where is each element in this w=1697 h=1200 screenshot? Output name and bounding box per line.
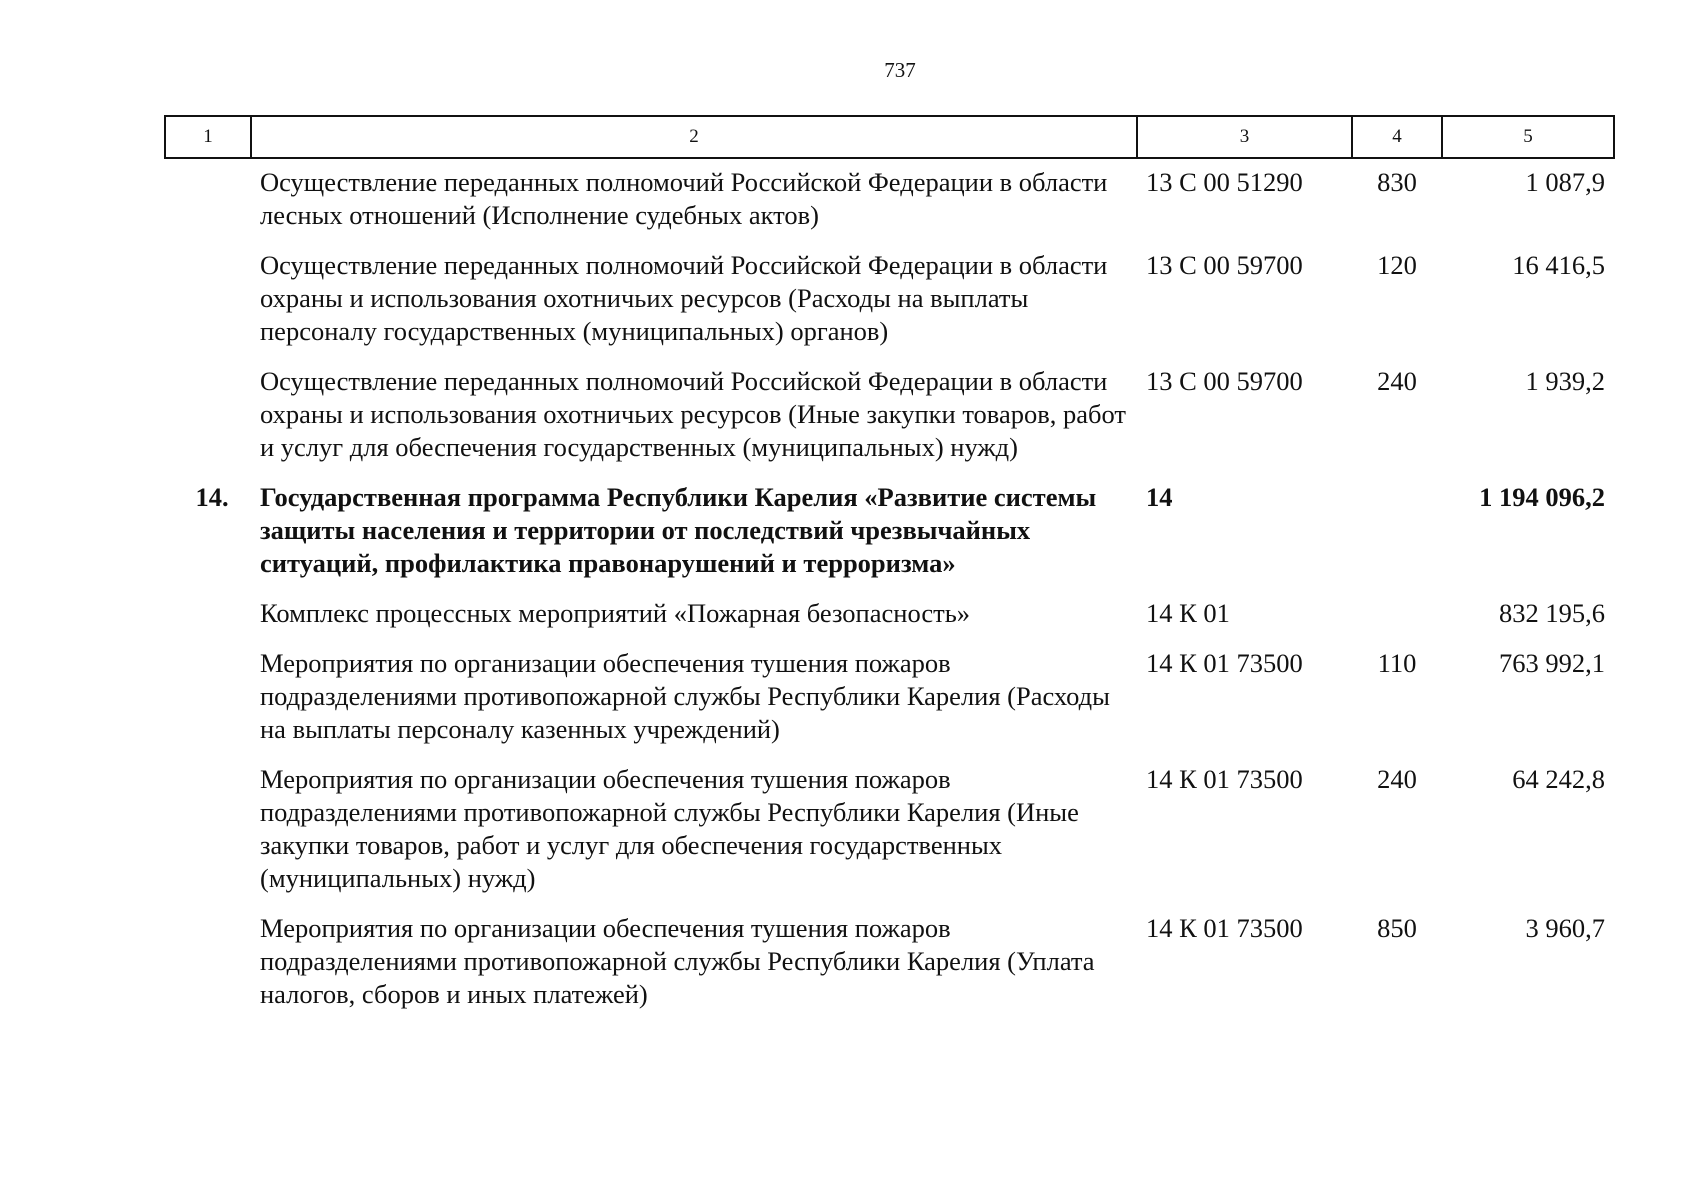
row-sum: 64 242,8: [1512, 764, 1605, 794]
row-sum: 832 195,6: [1499, 598, 1605, 628]
row-number: [165, 905, 251, 1021]
row-number: [165, 158, 251, 242]
row-sum: 763 992,1: [1499, 648, 1605, 678]
table-row: [165, 756, 1614, 905]
row-code: 14 К 01 73500: [1146, 648, 1303, 678]
row-name: Мероприятия по организации обеспечения тушения пожаров подразделениями противопожарной службы Республики Карелия (Иные закупки товаров, работ и услуг для обеспечения государственных (муниципальных) нужд): [260, 764, 1079, 893]
row-kind: 110: [1377, 648, 1417, 678]
header-col-3: 3: [1137, 116, 1352, 158]
row-kind: 850: [1377, 913, 1417, 943]
row-sum: 1 939,2: [1525, 366, 1605, 396]
row-code: 14 К 01: [1146, 598, 1230, 628]
row-code: 14 К 01 73500: [1146, 913, 1303, 943]
row-name: Мероприятия по организации обеспечения тушения пожаров подразделениями противопожарной службы Республики Карелия (Расходы на выплаты персоналу казенных учреждений): [260, 648, 1110, 744]
header-row: [165, 116, 1614, 158]
header-col-2: 2: [251, 116, 1137, 158]
row-kind: 830: [1377, 167, 1417, 197]
table-header: [165, 116, 1614, 158]
table-row: [165, 358, 1614, 474]
row-name: Мероприятия по организации обеспечения тушения пожаров подразделениями противопожарной службы Республики Карелия (Уплата налогов, сборов и иных платежей): [260, 913, 1095, 1009]
row-code: 13 С 00 59700: [1146, 250, 1303, 280]
page-number: 737: [884, 58, 916, 82]
table-row: [165, 242, 1614, 358]
row-number: [165, 590, 251, 640]
row-code: 14 К 01 73500: [1146, 764, 1303, 794]
row-name: Комплекс процессных мероприятий «Пожарная безопасность»: [260, 598, 971, 628]
table-row: [165, 158, 1614, 242]
row-number: [165, 756, 251, 905]
row-code: 13 С 00 51290: [1146, 167, 1303, 197]
row-kind: [1352, 474, 1442, 590]
row-sum: 1 087,9: [1525, 167, 1605, 197]
row-name: Осуществление переданных полномочий Российской Федерации в области охраны и использования охотничьих ресурсов (Иные закупки товаров, работ и услуг для обеспечения государственных (муниципальных) нужд): [260, 366, 1126, 462]
table-row: [165, 590, 1614, 640]
row-sum: 1 194 096,2: [1479, 482, 1605, 512]
table-row: [165, 905, 1614, 1021]
table-body: [165, 158, 1614, 1021]
row-name: Осуществление переданных полномочий Российской Федерации в области лесных отношений (Исполнение судебных актов): [260, 167, 1108, 230]
header-col-5: 5: [1442, 116, 1614, 158]
row-kind: 240: [1377, 764, 1417, 794]
row-number: [165, 640, 251, 756]
row-sum: 16 416,5: [1512, 250, 1605, 280]
budget-table: [164, 115, 1615, 1021]
row-sum: 3 960,7: [1525, 913, 1605, 943]
row-number: [165, 358, 251, 474]
header-col-1: 1: [165, 116, 251, 158]
row-number: 14.: [195, 482, 229, 512]
row-number: [165, 242, 251, 358]
table-row: [165, 474, 1614, 590]
table-row: [165, 640, 1614, 756]
row-kind: [1352, 590, 1442, 640]
row-code: 14: [1146, 482, 1173, 512]
header-col-4: 4: [1352, 116, 1442, 158]
row-name: Осуществление переданных полномочий Российской Федерации в области охраны и использования охотничьих ресурсов (Расходы на выплаты персоналу государственных (муниципальных) органов): [260, 250, 1108, 346]
row-kind: 120: [1377, 250, 1417, 280]
row-code: 13 С 00 59700: [1146, 366, 1303, 396]
row-name: Государственная программа Республики Карелия «Развитие системы защиты населения и территории от последствий чрезвычайных ситуаций, профилактика правонарушений и терроризма»: [260, 482, 1097, 578]
row-kind: 240: [1377, 366, 1417, 396]
